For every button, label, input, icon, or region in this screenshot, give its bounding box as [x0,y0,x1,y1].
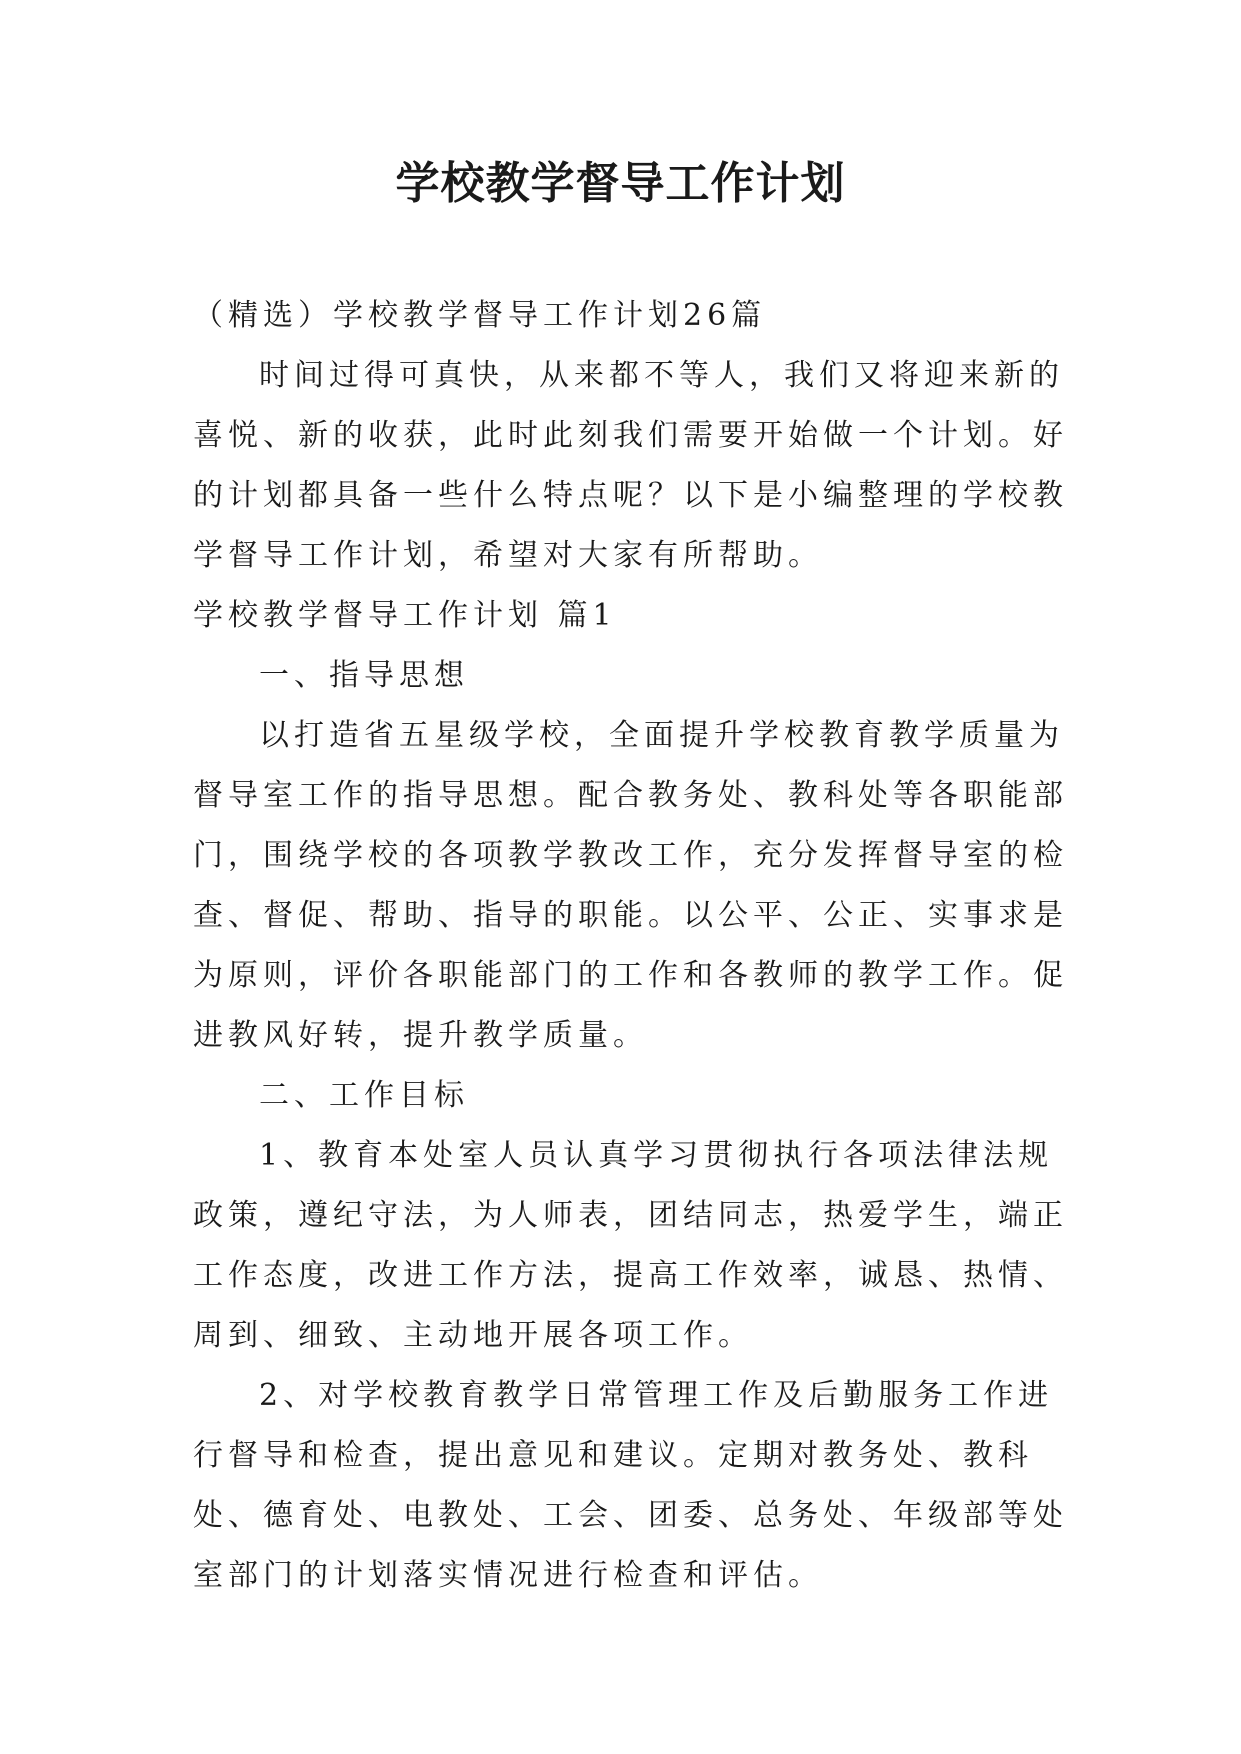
section-title: 学校教学督导工作计划 篇1 [193,598,617,633]
document-body [193,286,1073,1606]
document-title: 学校教学督导工作计划 [395,158,846,209]
document-subtitle: （精选）学校教学督导工作计划26篇 [193,298,767,333]
guiding-ideology-paragraph: 以打造省五星级学校，全面提升学校教育教学质量为督导室工作的指导思想。配合教务处、教科处等各职能部门，围绕学校的各项教学教改工作，充分发挥督导室的检查、督促、帮助、指导的职能。以公平、公正、实事求是为原则，评价各职能部门的工作和各教师的教学工作。促进教风好转，提升教学质量。 [193,718,1068,1053]
intro-paragraph: 时间过得可真快，从来都不等人，我们又将迎来新的喜悦、新的收获，此时此刻我们需要开始做一个计划。好的计划都具备一些什么特点呢？以下是小编整理的学校教学督导工作计划，希望对大家有所帮助。 [193,358,1068,573]
work-goal-item-2: 2、对学校教育教学日常管理工作及后勤服务工作进行督导和检查，提出意见和建议。定期对教务处、教科处、德育处、电教处、工会、团委、总务处、年级部等处室部门的计划落实情况进行检查和评估。 [193,1378,1068,1593]
heading-guiding-ideology: 一、指导思想 [259,658,469,693]
work-goal-item-1: 1、教育本处室人员认真学习贯彻执行各项法律法规政策，遵纪守法，为人师表，团结同志，热爱学生，端正工作态度，改进工作方法，提高工作效率，诚恳、热情、周到、细致、主动地开展各项工作。 [193,1138,1068,1353]
heading-work-goals: 二、工作目标 [259,1078,469,1113]
